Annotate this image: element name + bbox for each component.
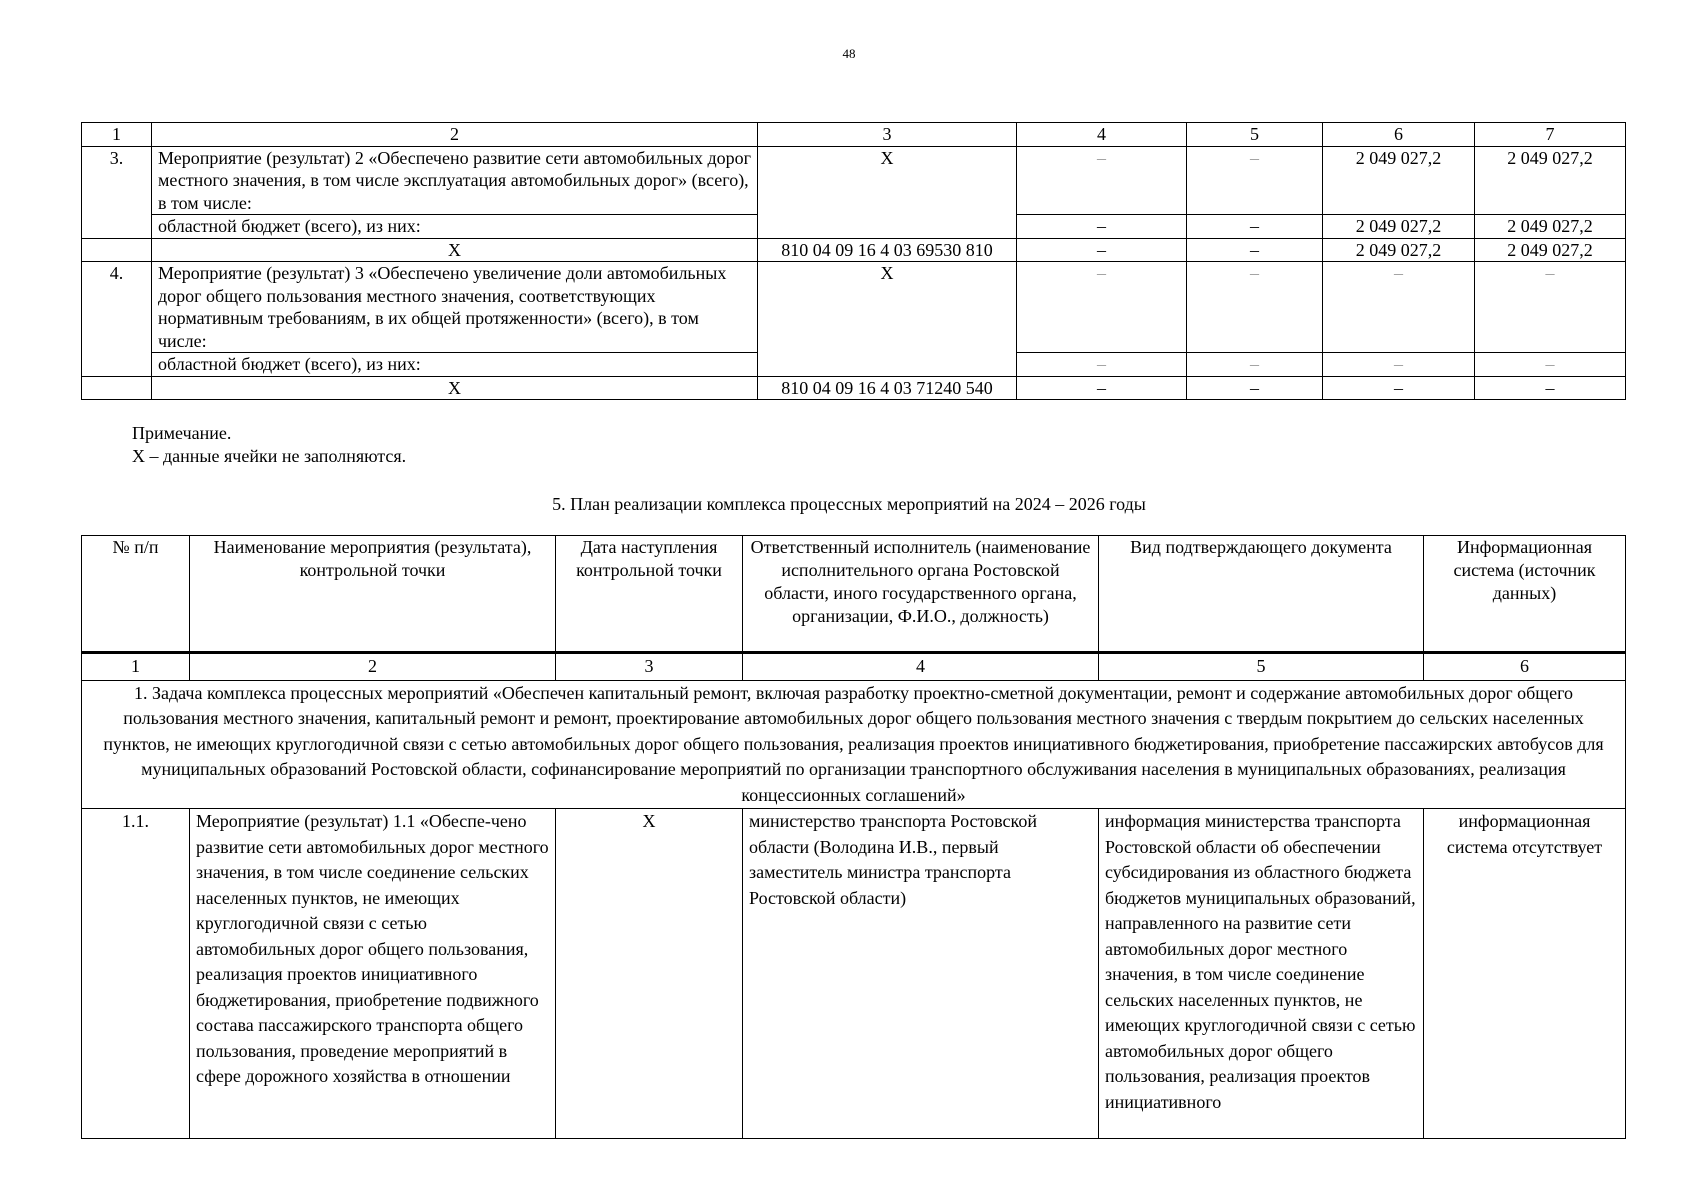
value-cell: 2 049 027,2 [1475,215,1626,239]
value-cell: – [1017,376,1187,400]
col-number: 1 [82,653,190,681]
col-number: 1 [82,123,152,147]
budget-label: областной бюджет (всего), из них: [152,353,758,377]
header-name: Наименование мероприятия (результата), контрольной точки [190,536,556,653]
value-cell: – [1017,146,1187,215]
col-number: 4 [1017,123,1187,147]
page-number: 48 [842,46,856,61]
activity-name: Мероприятие (результат) 2 «Обеспечено развитие сети автомобильных дорог местного значения, в том числе эксплуатация автомобильных дорог» (всего), в том числе: [152,146,758,215]
col-number: 7 [1475,123,1626,147]
value-cell: – [1187,262,1323,353]
x-mark: Х [152,376,758,400]
empty-cell [82,376,152,400]
note-title: Примечание. [132,423,232,443]
document-type: информация министерства транспорта Ростовской области об обеспечении субсидирования из областного бюджета бюджетов муниципальных образований, направленного на развитие сети автомобильных дорог местного значения, в том числе соединение сельских населенных пунктов, не имеющих круглогодичной связи с сетью автомобильных дорог общего пользования, реализация проектов инициативного [1099,809,1424,1139]
col-number: 6 [1424,653,1626,681]
value-cell: – [1323,262,1475,353]
value-cell: – [1475,262,1626,353]
value-cell: 2 049 027,2 [1323,238,1475,262]
section-title: 5. План реализации комплекса процессных мероприятий на 2024 – 2026 годы [552,494,1146,514]
col-number: 3 [758,123,1017,147]
table-row [82,809,1626,1139]
budget-code: Х [758,146,1017,238]
executor: министерство транспорта Ростовской области (Володина И.В., первый заместитель министра транспорта Ростовской области) [743,809,1099,1139]
activity-name: Мероприятие (результат) 3 «Обеспечено увеличение доли автомобильных дорог общего пользования местного значения, соответствующих нормативным требованиям, в их общей протяженности» (всего), в том числе: [152,262,758,353]
x-mark: Х [152,238,758,262]
column-number-row [82,653,1626,681]
col-number: 5 [1099,653,1424,681]
col-number: 5 [1187,123,1323,147]
activity-name: Мероприятие (результат) 1.1 «Обеспе-чено развитие сети автомобильных дорог местного значения, в том числе соединение сельских населенных пунктов, не имеющих круглогодичной связи с сетью автомобильных дорог общего пользования, реализация проектов инициативного бюджетирования, приобретение подвижного состава пассажирского транспорта общего пользования, проведение мероприятий в сфере дорожного хозяйства в отношении [190,809,556,1139]
header-system: Информационная система (источник данных) [1424,536,1626,653]
value-cell: – [1017,215,1187,239]
value-cell: 2 049 027,2 [1475,238,1626,262]
row-number: 3. [82,146,152,238]
budget-code: Х [758,262,1017,377]
table-row [82,376,1626,400]
row-number: 4. [82,262,152,377]
budget-code: 810 04 09 16 4 03 71240 540 [758,376,1017,400]
task-row [82,680,1626,809]
col-number: 2 [190,653,556,681]
row-number: 1.1. [82,809,190,1139]
value-cell: – [1475,376,1626,400]
col-number: 4 [743,653,1099,681]
col-number: 3 [556,653,743,681]
table-row [82,146,1626,215]
header-executor: Ответственный исполнитель (наименование исполнительного органа Ростовской области, иного государственного органа, организации, Ф.И.О., должность) [743,536,1099,653]
control-date: Х [556,809,743,1139]
value-cell: – [1187,238,1323,262]
col-number: 6 [1323,123,1475,147]
value-cell: – [1187,146,1323,215]
financing-table [81,122,1626,400]
header-date: Дата наступления контрольной точки [556,536,743,653]
info-system: информационная система отсутствует [1424,809,1626,1139]
value-cell: – [1323,353,1475,377]
value-cell: – [1017,238,1187,262]
budget-label: областной бюджет (всего), из них: [152,215,758,239]
value-cell: – [1475,353,1626,377]
value-cell: – [1187,353,1323,377]
table-row [82,238,1626,262]
budget-code: 810 04 09 16 4 03 69530 810 [758,238,1017,262]
column-number-row [82,123,1626,147]
header-doc: Вид подтверждающего документа [1099,536,1424,653]
table-row [82,262,1626,353]
plan-table [81,535,1626,1139]
header-num: № п/п [82,536,190,653]
value-cell: – [1323,376,1475,400]
value-cell: – [1187,376,1323,400]
value-cell: 2 049 027,2 [1323,146,1475,215]
col-number: 2 [152,123,758,147]
value-cell: 2 049 027,2 [1475,146,1626,215]
empty-cell [82,238,152,262]
header-row [82,536,1626,653]
note-text: Х – данные ячейки не заполняются. [132,446,407,466]
value-cell: – [1017,262,1187,353]
task-description: 1. Задача комплекса процессных мероприятий «Обеспечен капитальный ремонт, включая разработку проектно-сметной документации, ремонт и содержание автомобильных дорог общего пользования местного значения, капитальный ремонт и ремонт, проектирование автомобильных дорог общего пользования местного значения с твердым покрытием до сельских населенных пунктов, не имеющих круглогодичной связи с сетью автомобильных дорог общего пользования, реализация проектов инициативного бюджетирования, приобретение пассажирских автобусов для муниципальных образований Ростовской области, софинансирование мероприятий по организации транспортного обслуживания населения в муниципальных образованиях, реализация концессионных соглашений» [82,680,1626,809]
value-cell: 2 049 027,2 [1323,215,1475,239]
value-cell: – [1187,215,1323,239]
value-cell: – [1017,353,1187,377]
